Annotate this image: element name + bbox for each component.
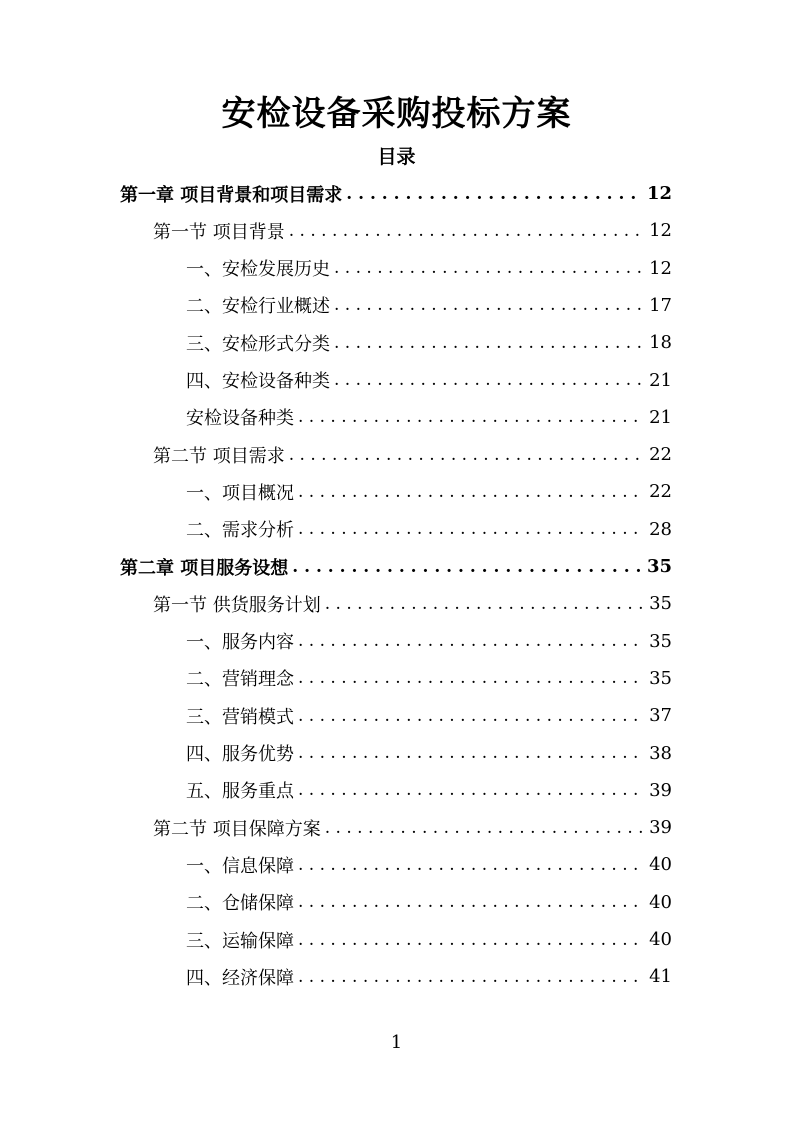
toc-entry-page: 28 bbox=[649, 518, 672, 540]
toc-entry[interactable] bbox=[0, 921, 793, 958]
toc-entry[interactable] bbox=[0, 175, 793, 212]
toc-entry[interactable] bbox=[0, 585, 793, 622]
toc-entry-page: 35 bbox=[649, 593, 672, 615]
toc-entry-text: 三、运输保障 bbox=[186, 930, 294, 952]
toc-dot-leader bbox=[334, 295, 642, 315]
toc-entry-page: 35 bbox=[649, 630, 672, 652]
toc-entry[interactable] bbox=[0, 846, 793, 883]
toc-entry-text: 四、服务优势 bbox=[186, 744, 294, 765]
toc-entry-text: 一、安检发展历史 bbox=[186, 259, 330, 281]
toc-entry-text: 四、经济保障 bbox=[186, 967, 294, 989]
toc-dot-leader bbox=[298, 407, 642, 427]
toc-entry[interactable] bbox=[0, 809, 793, 846]
toc-entry-page: 35 bbox=[649, 667, 672, 689]
toc-entry-text: 第二章 项目服务设想 bbox=[120, 557, 289, 579]
document-title: 安检设备采购投标方案 bbox=[221, 94, 572, 134]
toc-dot-leader bbox=[298, 967, 642, 987]
toc-heading: 目录 bbox=[377, 146, 416, 168]
toc-dot-leader bbox=[289, 445, 642, 465]
toc-entry-text: 一、服务内容 bbox=[186, 632, 294, 654]
toc-entry[interactable] bbox=[0, 399, 793, 436]
toc-dot-leader bbox=[298, 706, 642, 726]
toc-entry[interactable] bbox=[0, 212, 793, 249]
toc-entry-text: 一、项目概况 bbox=[186, 482, 294, 504]
toc-dot-leader bbox=[298, 892, 642, 912]
toc-entry-text: 五、服务重点 bbox=[186, 781, 294, 803]
toc-entry[interactable] bbox=[0, 511, 793, 548]
toc-entry-page: 41 bbox=[649, 966, 672, 988]
toc-entry-text: 第二节 项目需求 bbox=[153, 445, 285, 467]
toc-entry-page: 40 bbox=[649, 929, 672, 950]
toc-dot-leader bbox=[298, 743, 642, 763]
toc-dot-leader bbox=[298, 930, 642, 950]
toc-dot-leader bbox=[298, 855, 642, 875]
toc-dot-leader bbox=[298, 631, 642, 651]
toc-entry-text: 二、营销理念 bbox=[186, 669, 294, 691]
toc-dot-leader bbox=[292, 557, 641, 577]
toc-entry[interactable] bbox=[0, 324, 793, 361]
toc-dot-leader bbox=[325, 818, 642, 838]
toc-entry-page: 22 bbox=[649, 444, 672, 466]
toc-dot-leader bbox=[346, 184, 641, 204]
toc-entry[interactable] bbox=[0, 473, 793, 510]
toc-entry-page: 21 bbox=[649, 369, 672, 391]
toc-entry-text: 第二节 项目保障方案 bbox=[153, 818, 321, 840]
toc-entry-text: 第一章 项目背景和项目需求 bbox=[120, 184, 343, 206]
toc-dot-leader bbox=[334, 370, 642, 390]
toc-entry-page: 37 bbox=[649, 705, 672, 727]
toc-entry-page: 22 bbox=[649, 481, 672, 503]
toc-entry-page: 18 bbox=[649, 332, 672, 354]
toc-entry-text: 三、安检形式分类 bbox=[186, 333, 330, 355]
toc-entry-page: 35 bbox=[646, 556, 672, 577]
toc-entry-page: 17 bbox=[649, 294, 672, 316]
toc-entry-text: 安检设备种类 bbox=[186, 408, 294, 430]
toc-entry[interactable] bbox=[0, 697, 793, 734]
toc-dot-leader bbox=[325, 594, 642, 614]
toc-entry[interactable] bbox=[0, 287, 793, 324]
toc-dot-leader bbox=[334, 258, 642, 278]
toc-entry[interactable] bbox=[0, 660, 793, 697]
toc-dot-leader bbox=[298, 780, 642, 800]
toc-entry-page: 40 bbox=[649, 854, 672, 876]
toc-entry[interactable] bbox=[0, 436, 793, 473]
toc-entry-text: 三、营销模式 bbox=[186, 706, 294, 728]
toc-entry-page: 39 bbox=[649, 779, 672, 801]
toc-entry[interactable] bbox=[0, 362, 793, 399]
toc-entry[interactable] bbox=[0, 772, 793, 809]
toc-entry-page: 12 bbox=[649, 257, 672, 279]
toc-entry-text: 二、安检行业概述 bbox=[186, 296, 330, 318]
toc-dot-leader bbox=[298, 668, 642, 688]
toc-entry-page: 39 bbox=[649, 817, 672, 839]
toc-dot-leader bbox=[289, 221, 642, 241]
toc-entry[interactable] bbox=[0, 958, 793, 995]
toc-entry[interactable] bbox=[0, 250, 793, 287]
toc-entry-text: 第一节 项目背景 bbox=[153, 221, 285, 243]
toc-dot-leader bbox=[334, 333, 642, 353]
toc-entry-text: 二、仓储保障 bbox=[186, 893, 294, 915]
toc-entry-page: 40 bbox=[649, 891, 672, 913]
toc-entry-page: 12 bbox=[646, 183, 672, 204]
page-number: 1 bbox=[390, 1032, 403, 1053]
toc-entry-text: 一、信息保障 bbox=[186, 855, 294, 877]
toc-entry[interactable] bbox=[0, 548, 793, 585]
toc-entry[interactable] bbox=[0, 884, 793, 921]
toc-entry-page: 38 bbox=[649, 742, 672, 764]
toc-entry-text: 第一节 供货服务计划 bbox=[153, 594, 321, 616]
toc-dot-leader bbox=[298, 482, 642, 502]
toc-entry[interactable] bbox=[0, 623, 793, 660]
toc-entry-page: 21 bbox=[649, 406, 672, 428]
toc-entry-page: 12 bbox=[649, 220, 672, 242]
toc-entry[interactable] bbox=[0, 735, 793, 772]
toc-dot-leader bbox=[298, 519, 642, 539]
toc-entry-text: 四、安检设备种类 bbox=[186, 371, 330, 392]
toc-entry-text: 二、需求分析 bbox=[186, 520, 294, 542]
